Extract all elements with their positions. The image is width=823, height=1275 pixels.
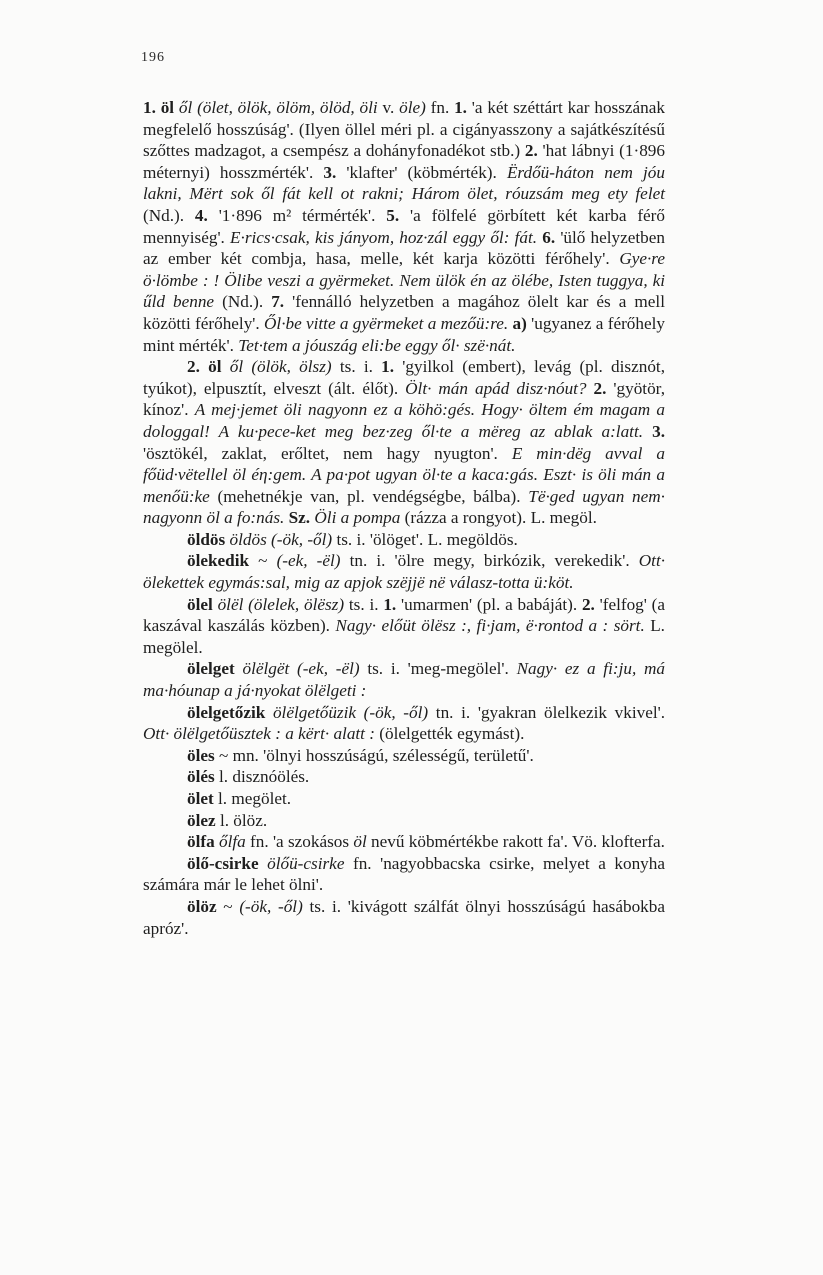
italic-text: Të·ged ugyan nem· nagyonn öl a fo:nás. [143, 486, 665, 528]
italic-text: Gye·re ö·lömbe : ! Ölibe veszi a gyërmeket. Nem ülök én az ölébe, Isten tuggya, ki űld benne [143, 249, 665, 312]
headword: ölöz [187, 896, 224, 916]
headword: öles [187, 745, 219, 765]
headword: ölelget [187, 659, 243, 679]
definition-text: ts. i. 'meg-megölel'. [367, 659, 517, 679]
definition-text: 'felfog' (a kaszával kaszálás közben). [143, 594, 666, 636]
sense-number: 2. [524, 141, 543, 161]
entry-ol2 [143, 356, 665, 529]
dictionary-column [143, 97, 665, 939]
definition-text: l. megölet. [218, 789, 292, 808]
definition-text: l. ölöz. [219, 810, 268, 830]
sense-number: Sz. [288, 508, 315, 528]
sense-number: 4. [194, 205, 219, 225]
italic-text: ölël (ölelek, ölësz) [217, 594, 349, 614]
definition-text: 'ülő helyzetben az ember két combja, hasa, melle, két karja közötti férőhely'. [143, 227, 665, 269]
headword: 1. öl [143, 98, 179, 117]
headword: ölő-csirke [187, 853, 268, 873]
definition-text: ts. i. 'kivágott szálfát ölnyi hosszúságú hasábokba apróz'. [143, 896, 665, 938]
entry-olelget [143, 658, 665, 701]
definition-text: (mehetnékje van, pl. vendégségbe, bálba). [217, 486, 529, 506]
italic-text: Tet·tem a jóuszág eli:be eggy ől· szë·nát. [238, 335, 516, 355]
headword: ölelgetőzik [187, 702, 273, 722]
definition-text: fn. [430, 98, 455, 117]
entry-olet [143, 788, 665, 810]
headword: ölekedik [187, 551, 259, 571]
definition-text: tn. i. 'gyakran ölelkezik vkivel'. [435, 702, 665, 722]
italic-text: ölëlgetőüzik (-ök, -ől) [272, 702, 436, 722]
sense-number: 1. [383, 594, 401, 614]
italic-text: Ől·be vitte a gyërmeket a mezőü:re. [264, 313, 513, 333]
entry-olocsirke [143, 853, 665, 896]
italic-text: A mej·jemet öli nagyonn ez a köhö:gés. Hogy· öltem ém magam a dologgal! A ku·pece-ket meg bez·zeg ől·te a mëreg az ablak a:latt. [143, 400, 665, 441]
headword: öldös [187, 529, 230, 549]
definition-text: v. [382, 98, 400, 117]
headword: ölfa [187, 832, 219, 852]
definition-text: 'a fölfelé görbített két karba férő mennyiség'. [143, 205, 665, 247]
definition-text: (Nd.). [143, 205, 195, 225]
italic-text: öldös (-ök, -ől) [229, 529, 337, 549]
definition-text: 'gyötör, kínoz'. [143, 378, 666, 420]
entry-olez [143, 810, 665, 832]
italic-text: Öli a pompa [314, 508, 405, 528]
definition-text: 'umarmen' (pl. a babáját). [401, 594, 582, 614]
italic-text: Nagy· előüt ölësz :, fi·jam, ë·rontod a : sört. [335, 616, 651, 636]
sense-number: 3. [323, 162, 347, 182]
definition-text: (ölelgették egymást). [379, 724, 525, 744]
definition-text: ts. i. 'ölöget'. L. megöldös. [336, 529, 518, 549]
sense-number: 1. [381, 357, 403, 377]
sense-number: 1. [454, 98, 472, 117]
headword: ölel [187, 594, 218, 614]
definition-text: 'gyilkol (embert), levág (pl. disznót, tyúkot), elpusztít, elveszt (ált. élőt). [143, 357, 666, 398]
definition-text: 'hat lábnyi (1·896 méternyi) hosszmérték'. [143, 141, 665, 182]
italic-text: ől (ölök, ölsz) [229, 357, 340, 377]
italic-text: Ott· ölekettek egymás:sal, mig az apjok szëjjë në válasz-totta ü:köt. [143, 551, 666, 593]
italic-text: Ott· ölëlgetőüsztek : a kërt· alatt : [143, 724, 380, 744]
italic-text: ölőü-csirke [267, 853, 353, 873]
italic-text: E·rics·csak, kis jányom, hoz·zál eggy ől: fát. [230, 227, 543, 247]
italic-text: Nagy· ez a fi:ju, má ma·hóunap a já·nyokat ölëlgeti : [143, 659, 665, 701]
page-number: 196 [141, 50, 165, 65]
definition-text: 'fennálló helyzetben a magához ölelt kar és a mell közötti férőhely'. [143, 292, 665, 333]
definition-text: (Nd.). [222, 292, 272, 312]
sense-number: a) [512, 313, 532, 333]
italic-text: Ölt· mán apád disz·nóut? [405, 378, 594, 398]
entry-olel [143, 594, 665, 659]
italic-text: E min·dëg avval a főüd·vëtellel öl éη:gem. A pa·pot ugyan öl·te a kaca:gás. Eszt· is öli mán a menőü:ke [143, 443, 665, 506]
definition-text: ~ [223, 896, 240, 916]
definition-text: L. megölel. [143, 616, 665, 657]
entry-oloz [143, 896, 665, 939]
headword: ölet [187, 789, 219, 808]
italic-text: ől (ölet, ölök, ölöm, ölöd, öli [178, 98, 383, 117]
sense-number: 5. [386, 205, 411, 225]
definition-text: 'a két széttárt kar hosszának megfelelő hosszúság'. (Ilyen öllel méri pl. a cigányasszony a sajátkészítésű szőttes madzagot, a csempész a dohányfonadékot stb.) [143, 98, 665, 161]
definition-text: (rázza a rongyot). L. megöl. [404, 508, 597, 528]
definition-text: nevű köbmértékbe rakott fa'. Vö. klofterfa. [371, 832, 665, 852]
italic-text: Ërdőü-háton nem jóu lakni, Mërt sok ől fát kell ot rakni; Három ölet, róuzsám meg ety felet [143, 162, 665, 204]
entry-olelgetozik [143, 702, 665, 745]
entry-oldos [143, 529, 665, 551]
italic-text: őlfa [218, 832, 251, 852]
definition-text: ts. i. [348, 594, 384, 614]
definition-text: ts. i. [339, 357, 382, 377]
definition-text: l. disznóölés. [218, 767, 310, 787]
sense-number: 2. [581, 594, 600, 614]
sense-number: 6. [542, 227, 561, 247]
headword: 2. öl [187, 357, 230, 377]
definition-text: ~ [258, 551, 277, 571]
entry-olekedik [143, 550, 665, 593]
italic-text: (-ök, -ől) [239, 896, 310, 916]
sense-number: 7. [271, 292, 293, 312]
definition-text: 'klafter' (köbmérték). [346, 162, 507, 182]
definition-text: tn. i. 'ölre megy, birkózik, verekedik'. [349, 551, 639, 571]
definition-text: ~ mn. 'ölnyi hosszúságú, szélességű, területű'. [218, 745, 534, 765]
entry-olfa [143, 831, 665, 853]
entry-oles2 [143, 766, 665, 788]
headword: ölés [187, 767, 219, 787]
sense-number: 2. [593, 378, 614, 398]
entry-oles1 [143, 745, 665, 767]
definition-text: 'ugyanez a férőhely mint mérték'. [143, 313, 665, 355]
entry-ol1 [143, 97, 665, 356]
headword: ölez [187, 810, 220, 830]
definition-text: 'ösztökél, zaklat, erőltet, nem hagy nyugton'. [143, 443, 512, 463]
definition-text: fn. 'nagyobbacska csirke, melyet a konyha számára már le lehet ölni'. [143, 853, 665, 895]
italic-text: öl [353, 832, 372, 852]
italic-text: öle) [399, 98, 431, 117]
definition-text: '1·896 m² térmérték'. [218, 205, 387, 225]
sense-number: 3. [652, 421, 665, 441]
italic-text: ölëlgët (-ek, -ël) [242, 659, 368, 679]
definition-text: fn. 'a szokásos [250, 832, 354, 852]
italic-text: (-ek, -ël) [276, 551, 350, 571]
